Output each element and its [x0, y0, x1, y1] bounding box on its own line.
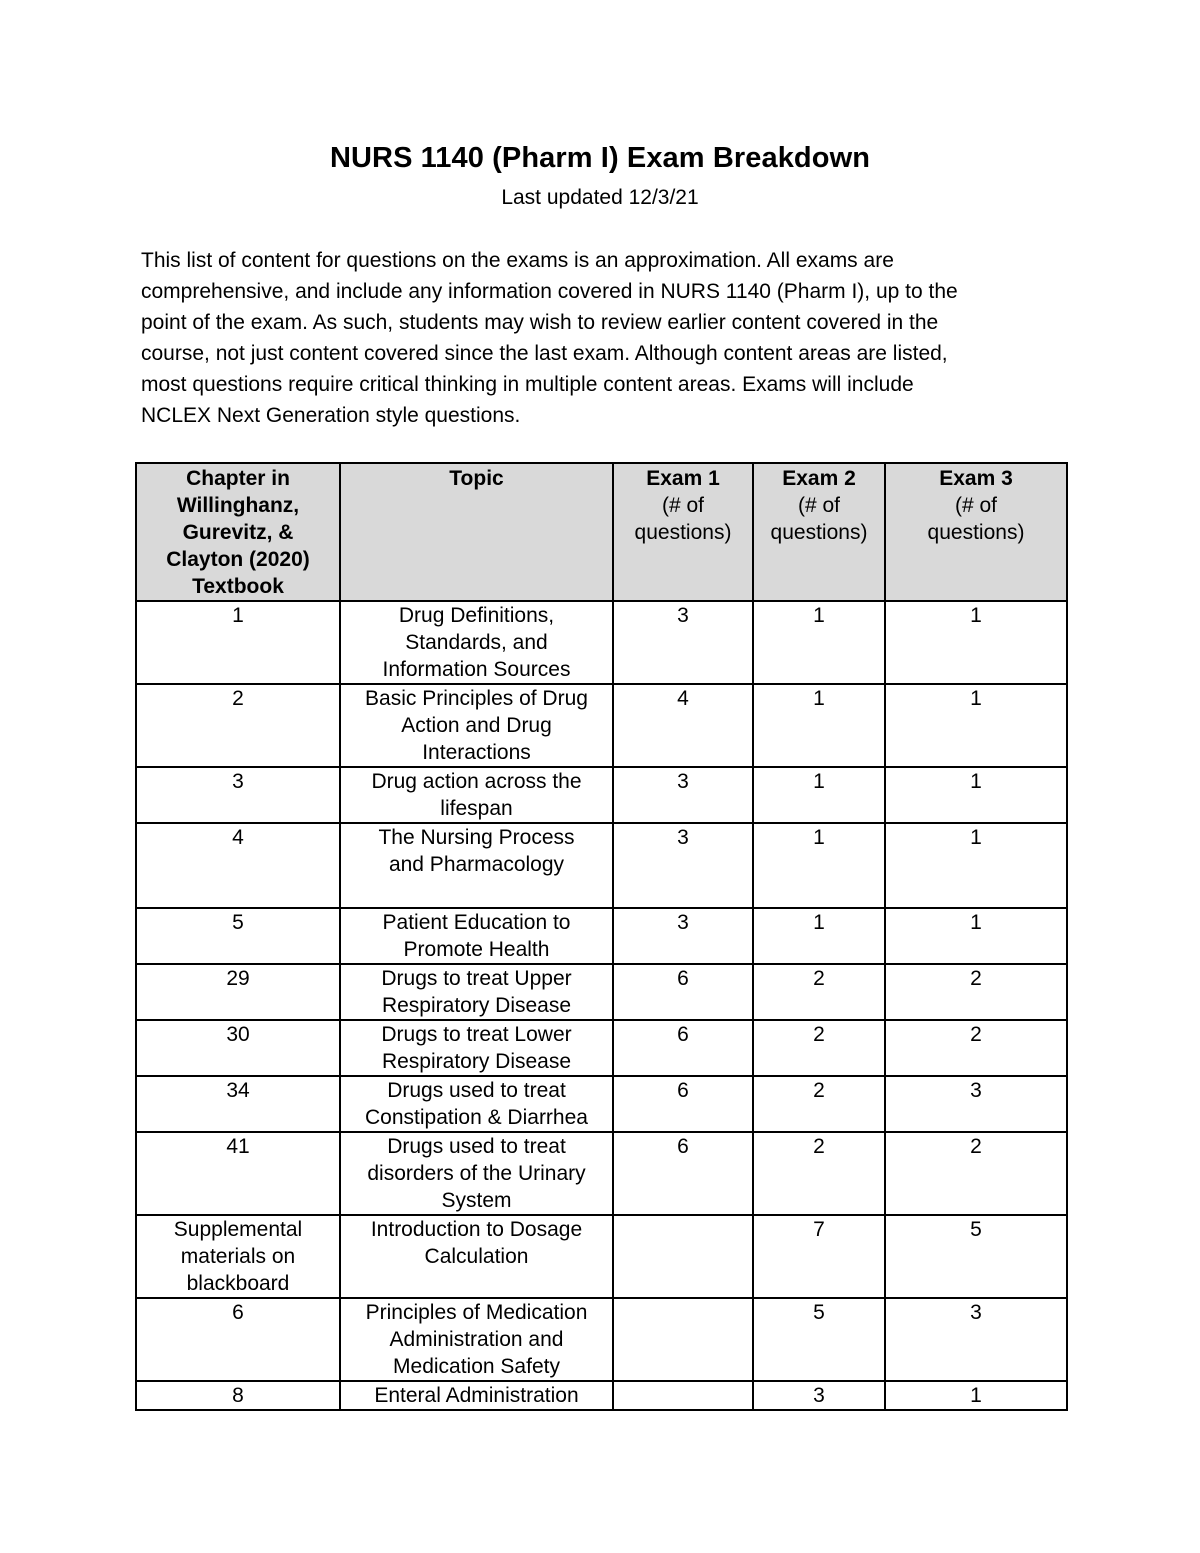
- cell-exam3-count: 2: [885, 1132, 1067, 1215]
- cell-chapter: [136, 1132, 340, 1215]
- last-updated: Last updated 12/3/21: [501, 186, 699, 209]
- table-row: [136, 964, 1067, 1020]
- header-chapter-line: Clayton (2020): [166, 548, 310, 571]
- topic-text: disorders of the Urinary: [367, 1162, 586, 1185]
- topic-text: Interactions: [422, 741, 531, 764]
- table-row: [136, 1076, 1067, 1132]
- chapter-text: 8: [232, 1384, 244, 1407]
- exam-breakdown-table: [135, 462, 1068, 1411]
- table-row: [136, 1215, 1067, 1298]
- table-row: [136, 1020, 1067, 1076]
- page-title: NURS 1140 (Pharm I) Exam Breakdown: [329, 142, 871, 174]
- topic-text: Respiratory Disease: [381, 994, 572, 1017]
- topic-text: Action and Drug: [401, 714, 552, 737]
- cell-exam3-count: 2: [885, 1020, 1067, 1076]
- header-chapter: [136, 463, 340, 601]
- cell-exam3-count: 1: [885, 601, 1067, 684]
- cell-exam2-count: 1: [753, 684, 885, 767]
- cell-exam2-count: 2: [753, 1076, 885, 1132]
- intro-line: most questions require critical thinking in multiple content areas. Exams will include: [141, 373, 914, 396]
- header-exam2-sub: questions): [770, 521, 868, 544]
- cell-exam1-count: 6: [613, 1020, 753, 1076]
- cell-exam3-count: 3: [885, 1298, 1067, 1381]
- topic-text: Basic Principles of Drug: [365, 687, 588, 710]
- header-exam3: [885, 463, 1067, 601]
- cell-exam1-count: 3: [613, 908, 753, 964]
- chapter-text: Supplemental: [173, 1218, 303, 1241]
- cell-exam2-count: 2: [753, 1132, 885, 1215]
- cell-exam1-count: 6: [613, 964, 753, 1020]
- cell-chapter: [136, 908, 340, 964]
- cell-exam2-count: 7: [753, 1215, 885, 1298]
- cell-topic: [340, 1132, 613, 1215]
- header-chapter-line: Chapter in: [186, 467, 290, 490]
- header-exam3-title: Exam 3: [939, 467, 1013, 490]
- cell-exam1-count: 3: [613, 767, 753, 823]
- chapter-text: 30: [226, 1023, 250, 1046]
- chapter-text: 2: [232, 687, 244, 710]
- cell-topic: [340, 684, 613, 767]
- header-topic-label: Topic: [449, 467, 504, 490]
- topic-text: Introduction to Dosage: [370, 1218, 583, 1241]
- topic-text: The Nursing Process: [378, 826, 575, 849]
- header-exam3-sub: questions): [927, 521, 1025, 544]
- cell-chapter: [136, 1020, 340, 1076]
- chapter-text: 3: [232, 770, 244, 793]
- cell-exam1-count: 3: [613, 601, 753, 684]
- cell-exam1-count: 6: [613, 1132, 753, 1215]
- header-exam1: [613, 463, 753, 601]
- cell-topic: [340, 1215, 613, 1298]
- cell-exam2-count: 5: [753, 1298, 885, 1381]
- chapter-text: 6: [232, 1301, 244, 1324]
- intro-line: NCLEX Next Generation style questions.: [141, 404, 521, 427]
- topic-text: Principles of Medication: [365, 1301, 588, 1324]
- table-row: [136, 1381, 1067, 1410]
- cell-chapter: [136, 1215, 340, 1298]
- header-exam3-sub: (# of: [954, 494, 998, 517]
- cell-exam2-count: 1: [753, 767, 885, 823]
- chapter-text: 1: [232, 604, 244, 627]
- cell-exam2-count: 1: [753, 823, 885, 908]
- cell-exam3-count: 2: [885, 964, 1067, 1020]
- chapter-text: materials on: [180, 1245, 296, 1268]
- intro-line: comprehensive, and include any information covered in NURS 1140 (Pharm I), up to the: [141, 280, 958, 303]
- topic-text: Medication Safety: [393, 1355, 560, 1378]
- cell-exam1-count: 6: [613, 1076, 753, 1132]
- cell-exam2-count: 2: [753, 964, 885, 1020]
- topic-text: Drugs used to treat: [387, 1079, 566, 1102]
- chapter-text: 41: [226, 1135, 250, 1158]
- cell-chapter: [136, 767, 340, 823]
- topic-text: Constipation & Diarrhea: [365, 1106, 588, 1129]
- cell-exam3-count: 1: [885, 684, 1067, 767]
- table-row: [136, 823, 1067, 908]
- cell-exam1-count: 3: [613, 823, 753, 908]
- topic-text: Patient Education to: [382, 911, 571, 934]
- header-exam2: [753, 463, 885, 601]
- cell-exam3-count: 1: [885, 823, 1067, 908]
- cell-exam3-count: 1: [885, 908, 1067, 964]
- cell-exam1-count: 4: [613, 684, 753, 767]
- cell-chapter: [136, 964, 340, 1020]
- cell-exam3-count: 3: [885, 1076, 1067, 1132]
- table-row: [136, 1132, 1067, 1215]
- cell-chapter: [136, 1298, 340, 1381]
- cell-exam3-count: 5: [885, 1215, 1067, 1298]
- cell-topic: [340, 601, 613, 684]
- cell-topic: [340, 1076, 613, 1132]
- cell-chapter: [136, 823, 340, 908]
- cell-exam2-count: 1: [753, 908, 885, 964]
- header-exam1-title: Exam 1: [646, 467, 720, 490]
- chapter-text: 5: [232, 911, 244, 934]
- topic-text: Drugs to treat Upper: [381, 967, 572, 990]
- chapter-text: 29: [226, 967, 250, 990]
- topic-text: Drug Definitions,: [398, 604, 555, 627]
- header-exam2-sub: (# of: [797, 494, 841, 517]
- topic-text: Calculation: [424, 1245, 529, 1268]
- header-chapter-line: Gurevitz, &: [182, 521, 294, 544]
- intro-paragraph: [141, 245, 1071, 431]
- cell-exam2-count: 1: [753, 601, 885, 684]
- topic-text: System: [441, 1189, 512, 1212]
- header-topic: [340, 463, 613, 601]
- table-row: [136, 684, 1067, 767]
- cell-topic: [340, 908, 613, 964]
- topic-text: Drugs used to treat: [387, 1135, 566, 1158]
- header-exam1-sub: (# of: [661, 494, 705, 517]
- cell-topic: [340, 823, 613, 908]
- chapter-text: 4: [232, 826, 244, 849]
- topic-text: and Pharmacology: [388, 853, 565, 876]
- chapter-text: blackboard: [186, 1272, 290, 1295]
- cell-topic: [340, 1381, 613, 1410]
- topic-text: lifespan: [440, 797, 513, 820]
- topic-text: Drugs to treat Lower: [381, 1023, 572, 1046]
- table-header-row: [136, 463, 1067, 601]
- table-row: [136, 601, 1067, 684]
- topic-text: Drug action across the: [371, 770, 582, 793]
- intro-line: point of the exam. As such, students may wish to review earlier content covered in the: [141, 311, 939, 334]
- cell-exam3-count: 1: [885, 1381, 1067, 1410]
- cell-exam1-count: [613, 1298, 753, 1381]
- header-exam1-sub: questions): [634, 521, 732, 544]
- cell-exam1-count: [613, 1215, 753, 1298]
- cell-topic: [340, 964, 613, 1020]
- intro-line: course, not just content covered since the last exam. Although content areas are listed,: [141, 342, 948, 365]
- chapter-text: 34: [226, 1079, 250, 1102]
- header-chapter-line: Willinghanz,: [176, 494, 300, 517]
- topic-text: Enteral Administration: [374, 1384, 579, 1407]
- cell-chapter: [136, 1381, 340, 1410]
- topic-text: Respiratory Disease: [381, 1050, 572, 1073]
- table-row: [136, 1298, 1067, 1381]
- cell-topic: [340, 1020, 613, 1076]
- header-exam2-title: Exam 2: [782, 467, 856, 490]
- table-body: [136, 601, 1067, 1410]
- cell-exam1-count: [613, 1381, 753, 1410]
- topic-text: Administration and: [389, 1328, 564, 1351]
- cell-topic: [340, 1298, 613, 1381]
- cell-chapter: [136, 684, 340, 767]
- topic-text: Information Sources: [382, 658, 571, 681]
- cell-exam2-count: 2: [753, 1020, 885, 1076]
- cell-exam2-count: 3: [753, 1381, 885, 1410]
- cell-chapter: [136, 1076, 340, 1132]
- table-row: [136, 908, 1067, 964]
- table-row: [136, 767, 1067, 823]
- cell-topic: [340, 767, 613, 823]
- cell-chapter: [136, 601, 340, 684]
- cell-exam3-count: 1: [885, 767, 1067, 823]
- header-chapter-line: Textbook: [192, 575, 284, 598]
- topic-text: Standards, and: [405, 631, 548, 654]
- intro-line: This list of content for questions on the exams is an approximation. All exams are: [141, 249, 894, 272]
- topic-text: Promote Health: [403, 938, 550, 961]
